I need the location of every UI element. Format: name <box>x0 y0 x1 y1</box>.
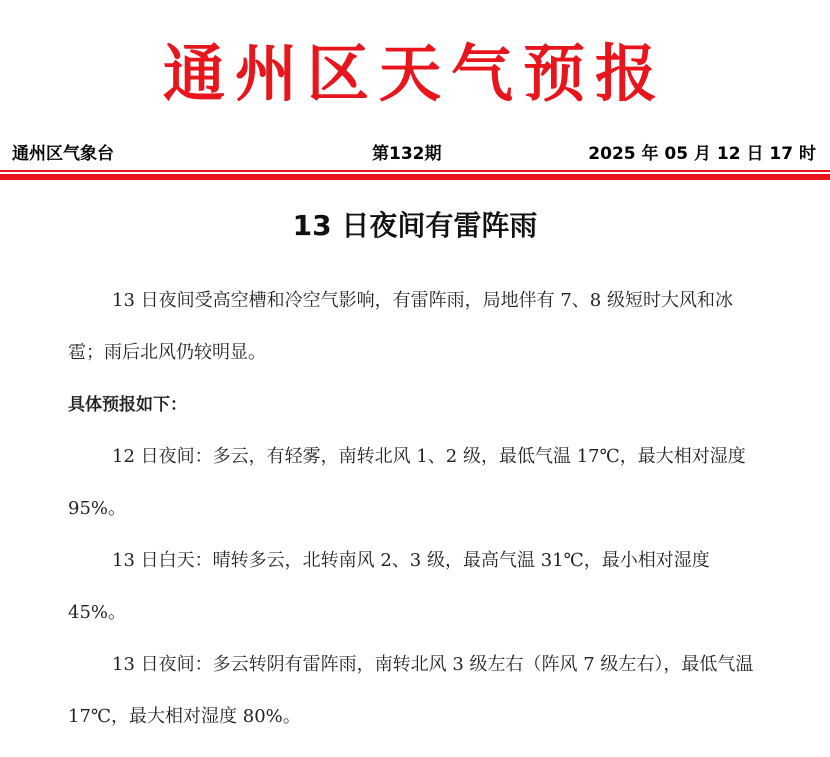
issue-number: 第132期 <box>372 144 442 164</box>
masthead-title: 通州区天气预报 <box>162 37 667 110</box>
forecast-paragraph: 12 日夜间：多云，有轻雾，南转北风 1、2 级，最低气温 17℃，最大相对湿度 95%。 <box>68 446 746 519</box>
forecast-heading: 具体预报如下： <box>68 395 187 415</box>
headline: 13 日夜间有雷阵雨 <box>292 209 538 242</box>
intro-paragraph: 13 日夜间受高空槽和冷空气影响，有雷阵雨，局地伴有 7、8 级短时大风和冰雹；雨后北风仍较明显。 <box>68 290 733 363</box>
issue-date: 2025 年 05 月 12 日 17 时 <box>588 144 816 164</box>
forecast-body <box>68 275 768 743</box>
header-rule-thick <box>0 174 830 180</box>
forecast-paragraph: 13 日夜间：多云转阴有雷阵雨，南转北风 3 级左右（阵风 7 级左右），最低气温 17℃，最大相对湿度 80%。 <box>68 654 754 727</box>
station-name: 通州区气象台 <box>12 144 114 164</box>
header-rule-thin <box>0 170 830 172</box>
header-info-row <box>0 140 830 168</box>
forecast-paragraph: 13 日白天：晴转多云，北转南风 2、3 级，最高气温 31℃，最小相对湿度 45%。 <box>68 550 710 623</box>
